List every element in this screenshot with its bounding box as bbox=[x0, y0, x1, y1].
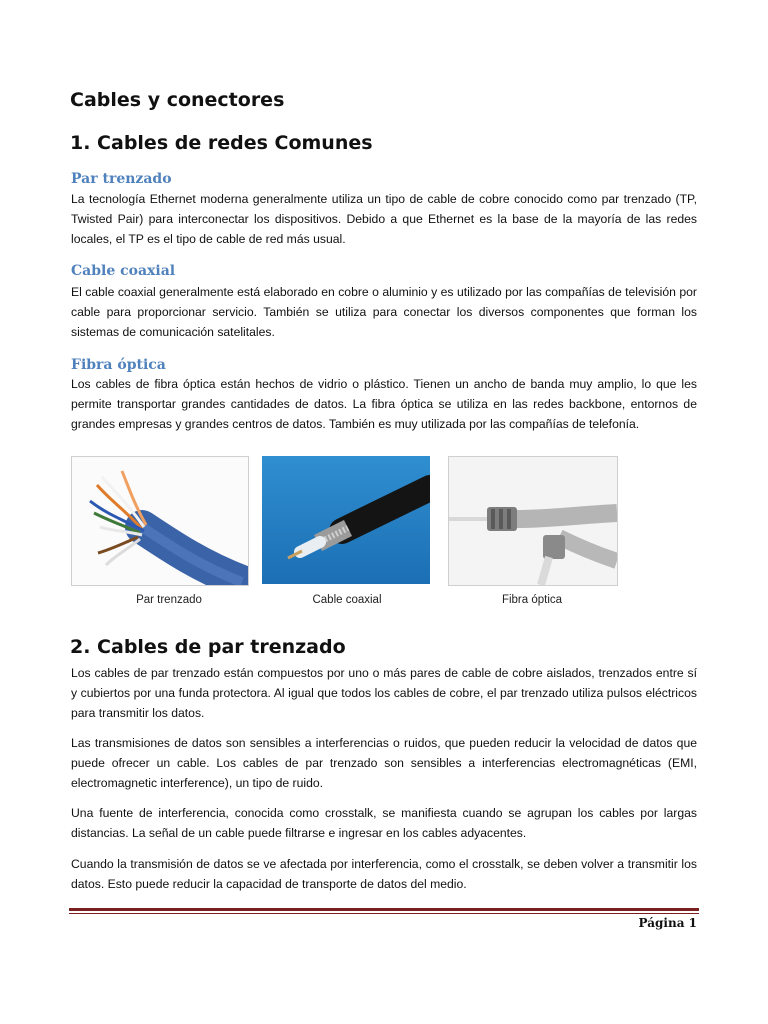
caption-par-trenzado: Par trenzado bbox=[136, 594, 202, 606]
document-title: Cables y conectores bbox=[70, 89, 285, 111]
paragraph-fibra-optica: Los cables de fibra óptica están hechos de vidrio o plástico. Tienen un ancho de banda muy amplio, lo que les permite transportar grandes cantidades de datos. La fibra óptica se utiliza en las redes backbone, entornos de grandes empresas y grandes centros de datos. También es muy utilizada por las compañías de telefonía. bbox=[71, 377, 697, 431]
paragraph-par-trenzado: La tecnología Ethernet moderna generalmente utiliza un tipo de cable de cobre conocido como par trenzado (TP, Twisted Pair) para interconectar los dispositivos. Debido a que Ethernet es la base de la mayoría de las redes locales, el TP es el tipo de cable de red más usual. bbox=[71, 192, 697, 246]
footer-rule-thick bbox=[69, 908, 699, 911]
coaxial-photo bbox=[262, 456, 430, 584]
footer-rule-thin bbox=[69, 913, 699, 914]
paragraph-section2-2: Las transmisiones de datos son sensibles a interferencias o ruidos, que pueden reducir la velocidad de datos que puede ofrecer un cable. Los cables de par trenzado son sensibles a interferencias electromagnéticas (EMI, electromagnetic interference), un tipo de ruido. bbox=[71, 736, 697, 790]
subheading-par-trenzado: Par trenzado bbox=[71, 171, 172, 187]
caption-cable-coaxial: Cable coaxial bbox=[312, 594, 382, 606]
subheading-fibra-optica: Fibra óptica bbox=[71, 357, 166, 373]
paragraph-section2-4: Cuando la transmisión de datos se ve afectada por interferencia, como el crosstalk, se deben volver a transmitir los datos. Esto puede reducir la capacidad de transporte de datos del medio. bbox=[71, 857, 697, 891]
paragraph-cable-coaxial: El cable coaxial generalmente está elaborado en cobre o aluminio y es utilizado por las compañías de televisión por cable para proporcionar servicio. También se utiliza para conectar los diversos componentes que forman los sistemas de comunicación satelitales. bbox=[71, 285, 697, 339]
cable-figures bbox=[71, 450, 628, 614]
figure-par-trenzado bbox=[71, 450, 247, 614]
caption-fibra-optica: Fibra óptica bbox=[501, 594, 563, 606]
twisted-pair-photo bbox=[71, 456, 249, 586]
section-1-heading: 1. Cables de redes Comunes bbox=[70, 132, 373, 154]
section-2-heading: 2. Cables de par trenzado bbox=[70, 636, 346, 658]
figure-cable-coaxial bbox=[262, 450, 430, 614]
subheading-cable-coaxial: Cable coaxial bbox=[71, 263, 176, 279]
figure-fibra-optica bbox=[448, 450, 616, 614]
page-number: Página 1 bbox=[638, 916, 697, 930]
paragraph-section2-3: Una fuente de interferencia, conocida como crosstalk, se manifiesta cuando se agrupan los cables por largas distancias. La señal de un cable puede filtrarse e ingresar en los cables adyacentes. bbox=[71, 806, 697, 840]
paragraph-section2-1: Los cables de par trenzado están compuestos por uno o más pares de cable de cobre aislados, trenzados entre sí y cubiertos por una funda protectora. Al igual que todos los cables de cobre, el par trenzado utiliza pulsos eléctricos para transmitir los datos. bbox=[71, 666, 697, 720]
fiber-optic-photo bbox=[448, 456, 618, 586]
